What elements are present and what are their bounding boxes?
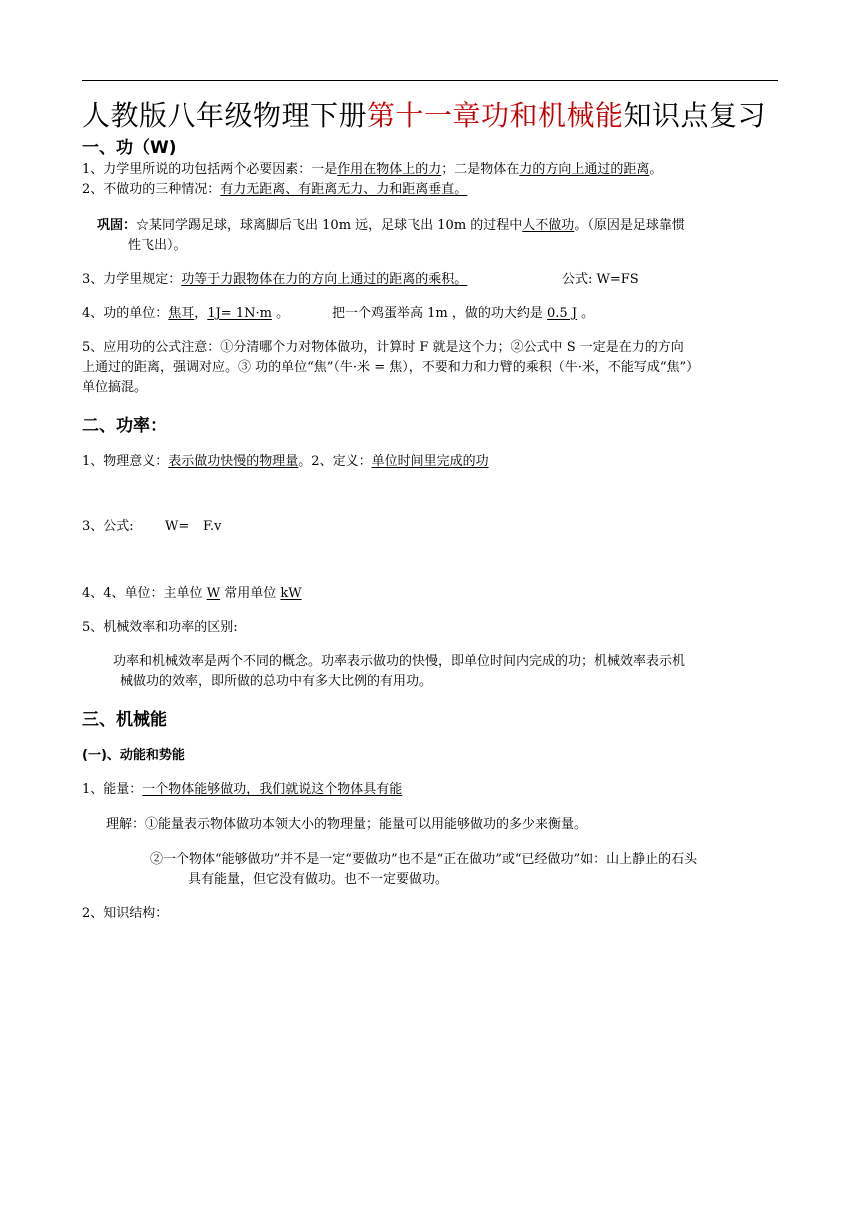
text: 常用单位 [224,586,277,601]
s2-paragraph-5: 5、机械效率和功率的区别: [82,620,238,635]
s2-paragraph-4 [82,584,302,604]
s2-formula-label: 3、公式: [82,519,134,534]
underlined-text: 有力无距离、有距离无力、力和距离垂直。 [220,182,468,197]
s1-paragraph-1 [82,160,662,180]
s2-paragraph-1 [82,452,489,472]
s2-formula-lhs: W= [165,519,190,534]
title-suffix: 知识点复习 [623,99,767,132]
underlined-text: 1J= 1N·m [207,306,272,321]
document-title [82,96,766,136]
text: ， [194,306,208,321]
title-chapter: 第十一章功和机械能 [367,99,624,132]
underlined-text: 单位时间里完成的功 [371,454,489,469]
s1-paragraph-5-line-2: 上通过的距离，强调对应。③ 功的单位“焦”（牛·米 = 焦），不要和力和力臂的乘积（牛·米，不能写成“焦”） [82,360,700,375]
underlined-text: 表示做功快慢的物理量 [168,454,299,469]
text: 。 [649,162,663,177]
text: 2、不做功的三种情况： [82,182,221,197]
text: 4、功的单位： [82,306,169,321]
text: 1、力学里所说的功包括两个必要因素：一是 [82,162,338,177]
s1-consolidate-line-2: 性飞出）。 [128,238,187,253]
section-2-heading: 二、功率： [82,416,167,436]
text: 。 [577,306,595,321]
s1-paragraph-5-line-1: 5、应用功的公式注意：①分清哪个力对物体做功，计算时 F 就是这个力；②公式中 S 一定是在力的方向 [82,340,684,355]
text: 1、物理意义： [82,454,169,469]
s1-paragraph-3 [82,270,467,290]
text: ☆某同学踢足球，球离脚后飞出 10m 远，足球飞出 10m 的过程中 [136,218,523,233]
underlined-text: 作用在物体上的力 [337,162,442,177]
s1-consolidate-line-1 [97,216,685,236]
underlined-text: W [206,586,221,601]
s2-formula-rhs: F.v [203,519,222,534]
s3-paragraph-4: 2、知识结构： [82,906,169,921]
text: ；二是物体在 [441,162,520,177]
title-prefix: 人教版八年级物理下册 [82,99,368,132]
s3-paragraph-1 [82,780,402,800]
underlined-text: 焦耳 [168,306,195,321]
s1-paragraph-2 [82,180,467,200]
s3-paragraph-2: 理解：①能量表示物体做功本领大小的物理量；能量可以用能够做功的多少来衡量。 [106,817,588,832]
text: 3、力学里规定： [82,272,182,287]
underlined-text: kW [280,586,302,601]
s2-paragraph-6-line-2: 械做功的效率，即所做的总功中有多大比例的有用功。 [120,674,433,689]
underlined-text: 0.5 J [547,306,578,321]
s3-subheading: (一)、动能和势能 [82,748,185,763]
s1-paragraph-5-line-3: 单位搞混。 [82,380,148,395]
s2-paragraph-6-line-1: 功率和机械效率是两个不同的概念。功率表示做功的快慢，即单位时间内完成的功；机械效率表示机 [113,654,686,669]
header-rule [82,80,778,81]
underlined-text: 力的方向上通过的距离 [519,162,650,177]
s3-paragraph-3-line-1: ②一个物体“能够做功”并不是一定“要做功”也不是“正在做功”或“已经做功”如：山上静止的石头 [150,852,698,867]
underlined-text: 人不做功 [522,218,575,233]
text: 。 [271,306,290,321]
underlined-text: 一个物体能够做功，我们就说这个物体具有能 [142,782,403,797]
text: 4、4、单位：主单位 [82,586,203,601]
s3-paragraph-3-line-2: 具有能量，但它没有做功。也不一定要做功。 [188,872,449,887]
text: 。（原因是足球靠惯 [574,218,685,233]
section-3-heading: 三、机械能 [82,710,167,730]
consolidate-label: 巩固： [97,218,137,233]
s1-formula: 公式: W=FS [562,272,639,287]
section-1-heading: 一、功（W) [82,138,177,158]
text: 。2、定义： [298,454,372,469]
text: 1、能量： [82,782,143,797]
s1-egg-example [332,304,594,324]
underlined-text: 功等于力跟物体在力的方向上通过的距离的乘积。 [181,272,468,287]
s1-paragraph-4 [82,304,289,324]
text: 把一个鸡蛋举高 1m ，做的功大约是 [332,306,543,321]
